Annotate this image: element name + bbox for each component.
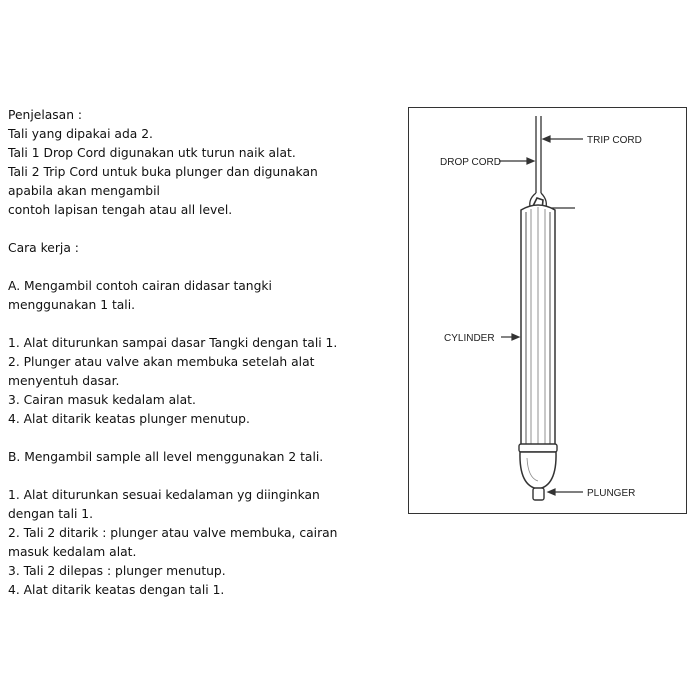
sampler-illustration — [409, 108, 688, 515]
section-b-step: 1. Alat diturunkan sesuai kedalaman yg diinginkan — [8, 488, 320, 502]
section-a-step: 3. Cairan masuk kedalam alat. — [8, 393, 196, 407]
trip-cord-label: TRIP CORD — [587, 135, 642, 146]
section-a-title: A. Mengambil contoh cairan didasar tangki — [8, 279, 272, 293]
explanation-line: Tali 1 Drop Cord digunakan utk turun naik alat. — [8, 146, 296, 160]
cylinder-label: CYLINDER — [444, 333, 495, 344]
section-b-step: 4. Alat ditarik keatas dengan tali 1. — [8, 583, 225, 597]
section-a-step: 4. Alat ditarik keatas plunger menutup. — [8, 412, 250, 426]
sampler-diagram — [408, 107, 687, 514]
explanation-line: Tali 2 Trip Cord untuk buka plunger dan digunakan — [8, 165, 318, 179]
procedure-heading: Cara kerja : — [8, 241, 79, 255]
cylinder — [519, 205, 557, 452]
spacer — [8, 467, 403, 486]
explanation-line: Tali yang dipakai ada 2. — [8, 127, 153, 141]
instructions-text — [8, 106, 403, 600]
section-b-title: B. Mengambil sample all level menggunakan 2 tali. — [8, 450, 324, 464]
section-b-step: dengan tali 1. — [8, 507, 94, 521]
section-b-step: 3. Tali 2 dilepas : plunger menutup. — [8, 564, 226, 578]
spacer — [8, 220, 403, 239]
section-a-step: menyentuh dasar. — [8, 374, 120, 388]
section-a-title: menggunakan 1 tali. — [8, 298, 136, 312]
spacer — [8, 258, 403, 277]
explanation-line: apabila akan mengambil — [8, 184, 160, 198]
section-a-step: 2. Plunger atau valve akan membuka setelah alat — [8, 355, 315, 369]
plunger-label: PLUNGER — [587, 488, 636, 499]
section-b-step: masuk kedalam alat. — [8, 545, 137, 559]
spacer — [8, 429, 403, 448]
explanation-heading: Penjelasan : — [8, 108, 83, 122]
section-a-step: 1. Alat diturunkan sampai dasar Tangki dengan tali 1. — [8, 336, 338, 350]
drop-cord-label: DROP CORD — [440, 157, 501, 168]
explanation-line: contoh lapisan tengah atau all level. — [8, 203, 233, 217]
cords — [530, 116, 575, 210]
section-b-step: 2. Tali 2 ditarik : plunger atau valve membuka, cairan — [8, 526, 338, 540]
spacer — [8, 315, 403, 334]
